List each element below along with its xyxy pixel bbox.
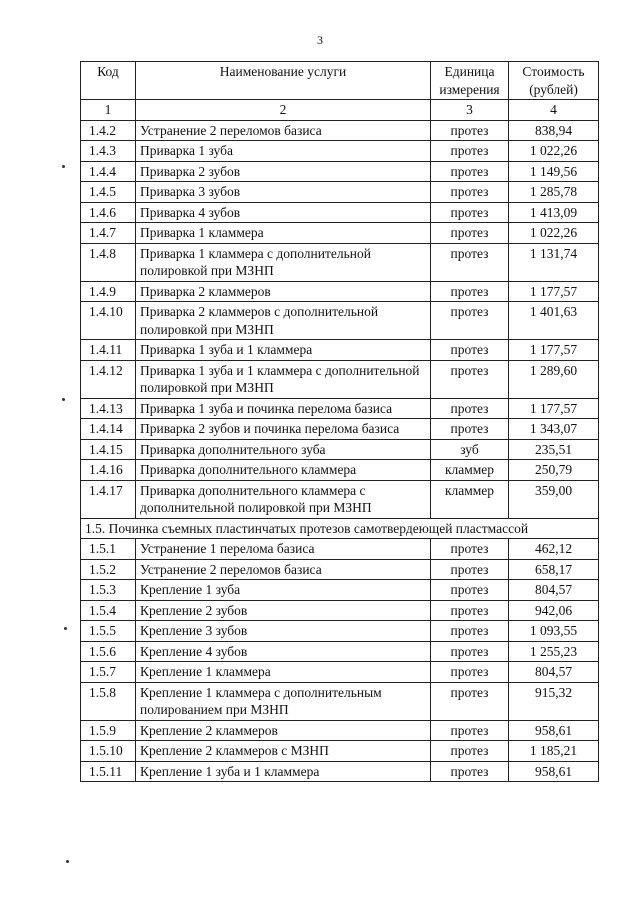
service-cost: 1 285,78 (509, 182, 599, 203)
service-unit: протез (431, 641, 509, 662)
service-name: Приварка 2 кламмеров (136, 281, 431, 302)
service-code: 1.4.9 (81, 281, 136, 302)
table-row (81, 340, 599, 361)
service-cost: 838,94 (509, 120, 599, 141)
service-unit: протез (431, 281, 509, 302)
service-cost: 1 177,57 (509, 398, 599, 419)
header-cost: Стоимость (рублей) (509, 62, 599, 100)
service-code: 1.5.7 (81, 662, 136, 683)
service-name: Крепление 1 зуба и 1 кламмера (136, 761, 431, 782)
service-name: Приварка 2 зубов (136, 161, 431, 182)
service-cost: 1 177,57 (509, 281, 599, 302)
service-code: 1.5.2 (81, 559, 136, 580)
service-code: 1.4.3 (81, 141, 136, 162)
service-unit: протез (431, 741, 509, 762)
service-cost: 1 401,63 (509, 302, 599, 340)
table-row (81, 439, 599, 460)
service-unit: протез (431, 398, 509, 419)
service-name: Приварка 2 зубов и починка перелома базиса (136, 419, 431, 440)
service-cost: 250,79 (509, 460, 599, 481)
service-cost: 1 413,09 (509, 202, 599, 223)
service-name: Крепление 2 кламмеров (136, 720, 431, 741)
service-cost: 1 149,56 (509, 161, 599, 182)
service-unit: протез (431, 720, 509, 741)
service-name: Крепление 2 зубов (136, 600, 431, 621)
header-code: Код (81, 62, 136, 100)
table-row (81, 720, 599, 741)
table-row (81, 141, 599, 162)
table-row (81, 460, 599, 481)
header-name: Наименование услуги (136, 62, 431, 100)
table-row (81, 559, 599, 580)
service-unit: протез (431, 559, 509, 580)
table-row (81, 281, 599, 302)
service-cost: 958,61 (509, 761, 599, 782)
service-unit: протез (431, 662, 509, 683)
service-name: Приварка 3 зубов (136, 182, 431, 203)
service-cost: 942,06 (509, 600, 599, 621)
service-unit: протез (431, 682, 509, 720)
table-row (81, 580, 599, 601)
scan-speck (62, 165, 65, 168)
service-cost: 658,17 (509, 559, 599, 580)
service-name: Крепление 3 зубов (136, 621, 431, 642)
service-cost: 1 022,26 (509, 141, 599, 162)
service-code: 1.5.5 (81, 621, 136, 642)
service-unit: протез (431, 223, 509, 244)
service-unit: кламмер (431, 480, 509, 518)
table-row (81, 360, 599, 398)
service-unit: протез (431, 161, 509, 182)
table-header-row (81, 62, 599, 100)
service-code: 1.5.10 (81, 741, 136, 762)
service-code: 1.5.4 (81, 600, 136, 621)
service-name: Крепление 4 зубов (136, 641, 431, 662)
service-unit: протез (431, 419, 509, 440)
service-name: Приварка дополнительного кламмера (136, 460, 431, 481)
service-code: 1.4.4 (81, 161, 136, 182)
service-unit: протез (431, 580, 509, 601)
service-cost: 915,32 (509, 682, 599, 720)
service-code: 1.4.10 (81, 302, 136, 340)
section-row (81, 518, 599, 539)
service-unit: протез (431, 621, 509, 642)
service-name: Крепление 1 зуба (136, 580, 431, 601)
table-row (81, 761, 599, 782)
service-name: Приварка 1 зуба (136, 141, 431, 162)
service-unit: зуб (431, 439, 509, 460)
service-code: 1.4.5 (81, 182, 136, 203)
service-cost: 235,51 (509, 439, 599, 460)
service-unit: протез (431, 120, 509, 141)
scan-speck (64, 627, 67, 630)
table-row (81, 202, 599, 223)
service-unit: протез (431, 141, 509, 162)
service-cost: 958,61 (509, 720, 599, 741)
service-name: Крепление 1 кламмера с дополнительным полированием при МЗНП (136, 682, 431, 720)
service-name: Приварка 1 кламмера (136, 223, 431, 244)
service-name: Крепление 1 кламмера (136, 662, 431, 683)
service-unit: протез (431, 302, 509, 340)
service-cost: 462,12 (509, 539, 599, 560)
service-name: Приварка дополнительного кламмера с дополнительной полировкой при МЗНП (136, 480, 431, 518)
service-unit: протез (431, 761, 509, 782)
service-cost: 1 255,23 (509, 641, 599, 662)
table-row (81, 182, 599, 203)
service-code: 1.4.2 (81, 120, 136, 141)
service-name: Устранение 1 перелома базиса (136, 539, 431, 560)
column-number: 2 (136, 100, 431, 121)
table-row (81, 419, 599, 440)
table-row (81, 662, 599, 683)
table-row (81, 223, 599, 244)
service-name: Приварка дополнительного зуба (136, 439, 431, 460)
table-row (81, 480, 599, 518)
service-name: Крепление 2 кламмеров с МЗНП (136, 741, 431, 762)
service-cost: 1 343,07 (509, 419, 599, 440)
service-cost: 804,57 (509, 662, 599, 683)
table-row (81, 641, 599, 662)
table-row (81, 161, 599, 182)
service-code: 1.4.6 (81, 202, 136, 223)
service-code: 1.5.3 (81, 580, 136, 601)
service-code: 1.4.14 (81, 419, 136, 440)
service-name: Приварка 1 кламмера с дополнительной полировкой при МЗНП (136, 243, 431, 281)
service-code: 1.4.12 (81, 360, 136, 398)
service-unit: протез (431, 202, 509, 223)
service-unit: протез (431, 360, 509, 398)
service-name: Приварка 1 зуба и 1 кламмера с дополнительной полировкой при МЗНП (136, 360, 431, 398)
table-row (81, 621, 599, 642)
service-code: 1.4.7 (81, 223, 136, 244)
service-unit: протез (431, 182, 509, 203)
price-table (80, 61, 599, 782)
page-number: 3 (317, 33, 323, 47)
scan-speck (66, 860, 69, 863)
scan-speck (62, 398, 65, 401)
table-row (81, 243, 599, 281)
service-cost: 1 022,26 (509, 223, 599, 244)
service-name: Приварка 4 зубов (136, 202, 431, 223)
service-code: 1.4.17 (81, 480, 136, 518)
service-cost: 1 185,21 (509, 741, 599, 762)
table-row (81, 741, 599, 762)
table-row (81, 539, 599, 560)
service-name: Приварка 1 зуба и починка перелома базиса (136, 398, 431, 419)
service-cost: 359,00 (509, 480, 599, 518)
service-unit: протез (431, 243, 509, 281)
table-row (81, 302, 599, 340)
service-unit: протез (431, 600, 509, 621)
column-number: 3 (431, 100, 509, 121)
service-unit: протез (431, 539, 509, 560)
section-title: 1.5. Починка съемных пластинчатых протезов самотвердеющей пластмассой (81, 518, 599, 539)
service-code: 1.5.6 (81, 641, 136, 662)
table-row (81, 398, 599, 419)
service-cost: 1 177,57 (509, 340, 599, 361)
service-code: 1.4.16 (81, 460, 136, 481)
service-unit: кламмер (431, 460, 509, 481)
service-name: Приварка 2 кламмеров с дополнительной полировкой при МЗНП (136, 302, 431, 340)
column-number: 4 (509, 100, 599, 121)
service-cost: 1 131,74 (509, 243, 599, 281)
service-code: 1.4.15 (81, 439, 136, 460)
service-cost: 804,57 (509, 580, 599, 601)
service-name: Приварка 1 зуба и 1 кламмера (136, 340, 431, 361)
service-cost: 1 093,55 (509, 621, 599, 642)
column-number: 1 (81, 100, 136, 121)
service-unit: протез (431, 340, 509, 361)
service-code: 1.4.8 (81, 243, 136, 281)
table-row (81, 120, 599, 141)
service-name: Устранение 2 переломов базиса (136, 120, 431, 141)
service-name: Устранение 2 переломов базиса (136, 559, 431, 580)
table-row (81, 682, 599, 720)
service-code: 1.4.13 (81, 398, 136, 419)
service-code: 1.5.9 (81, 720, 136, 741)
header-unit: Единица измерения (431, 62, 509, 100)
service-code: 1.5.11 (81, 761, 136, 782)
table-row (81, 600, 599, 621)
service-code: 1.5.8 (81, 682, 136, 720)
column-number-row (81, 100, 599, 121)
service-code: 1.4.11 (81, 340, 136, 361)
service-code: 1.5.1 (81, 539, 136, 560)
service-cost: 1 289,60 (509, 360, 599, 398)
